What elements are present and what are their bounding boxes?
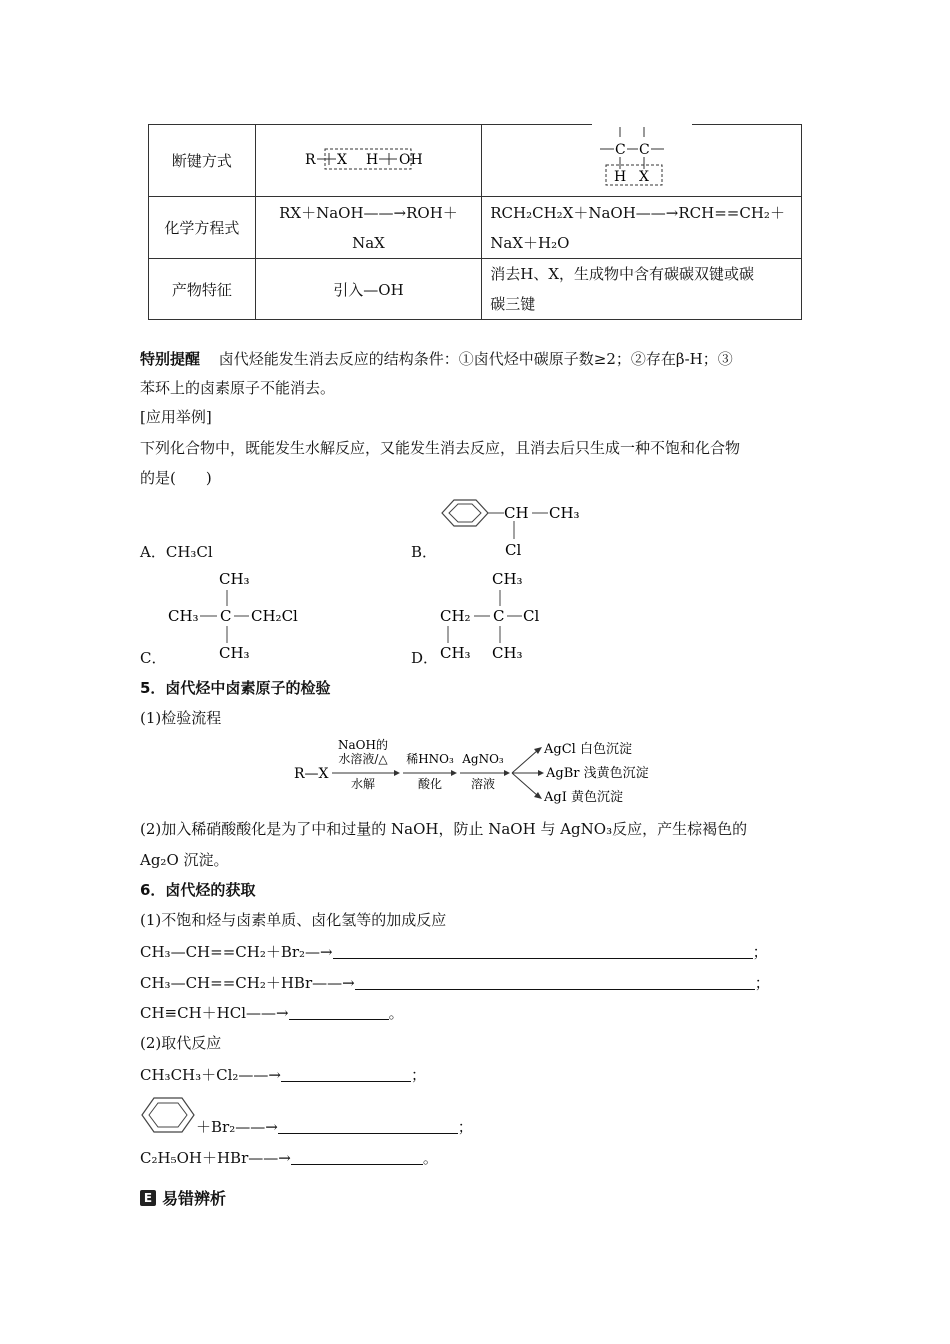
feature-line: 消去H、X，生成物中含有碳碳双键或碳	[490, 265, 755, 283]
atom-cl: Cl	[505, 541, 522, 559]
feature-line: 碳三键	[490, 295, 536, 313]
equation-text: ＋Br₂——→	[196, 1118, 278, 1136]
table-row	[149, 197, 802, 259]
option-c-structure	[164, 566, 314, 666]
benzene-inner-icon	[449, 504, 481, 522]
group-ch: CH	[504, 504, 529, 522]
flow-start: R—X	[294, 766, 329, 782]
equation-text: CH≡CH＋HCl——→	[140, 1004, 289, 1022]
error-analysis-heading	[140, 1186, 226, 1209]
arrow-head-icon	[394, 770, 400, 776]
option-formula: CH₃Cl	[165, 543, 213, 561]
arrow-head-icon	[504, 770, 510, 776]
step2-top: 稀HNO₃	[406, 752, 454, 766]
result-agi: AgI 黄色沉淀	[544, 790, 623, 805]
group-ch3: CH₃	[549, 504, 580, 522]
atom-c2: C	[638, 141, 650, 158]
group-ch2: CH₂	[440, 607, 471, 625]
elimination-equation	[482, 197, 802, 259]
atom-c: C	[493, 607, 505, 625]
equation-end: ；	[411, 1066, 427, 1084]
question-line-2: 的是( )	[140, 469, 212, 487]
question-line-1: 下列化合物中，既能发生水解反应，又能发生消去反应，且消去后只生成一种不饱和化合物	[140, 439, 741, 457]
atom-x: X	[337, 151, 348, 168]
step1-bottom: 水解	[350, 777, 376, 791]
equation-1	[140, 941, 768, 962]
atom-c1: C	[614, 141, 626, 158]
equation-end: ；	[457, 1118, 473, 1136]
atom-cl: Cl	[523, 607, 540, 625]
equation-end: ；	[754, 974, 770, 992]
section-5-sub2-line2: Ag₂O 沉淀。	[140, 851, 229, 869]
section-6-heading: 6．卤代烃的获取	[140, 881, 256, 899]
elimination-product-feature	[482, 259, 802, 320]
option-d-label[interactable]: D．	[411, 649, 439, 667]
option-b-label[interactable]: B．	[411, 543, 438, 561]
row-label: 化学方程式	[149, 197, 256, 259]
group-ch3-top: CH₃	[492, 570, 523, 588]
step3-bottom: 溶液	[470, 777, 496, 791]
border-gap	[592, 123, 692, 129]
group-ch3-bottom: CH₃	[219, 644, 250, 662]
elimination-bond-cleavage	[482, 125, 802, 197]
option-b-structure	[436, 494, 596, 560]
equation-text: CH₃—CH==CH₂＋HBr——→	[140, 974, 355, 992]
e-badge-icon: E	[140, 1190, 156, 1206]
atom-h: H	[366, 151, 379, 168]
tip-line-2: 苯环上的卤素原子不能消去。	[140, 379, 336, 397]
table-row	[149, 125, 802, 197]
table-row	[149, 259, 802, 320]
arrow-head-icon	[538, 770, 544, 776]
equation-end: ；	[752, 943, 768, 961]
atom-c: C	[220, 607, 232, 625]
section-5-sub1: (1)检验流程	[140, 709, 222, 727]
step1-top-2: 水溶液/△	[338, 752, 388, 766]
group-ch3-left: CH₃	[168, 607, 199, 625]
equation-2	[140, 972, 770, 993]
benzene-icon	[140, 1096, 196, 1134]
test-flow-diagram	[290, 736, 670, 808]
equation-4	[140, 1064, 426, 1085]
answer-blank[interactable]	[333, 944, 753, 959]
benzene-inner-icon	[149, 1103, 187, 1127]
branch-arrow	[512, 750, 538, 773]
tip-label: 特别提醒	[140, 350, 201, 368]
example-heading: [应用举例]	[140, 408, 212, 426]
section-6-sub2: (2)取代反应	[140, 1034, 222, 1052]
option-a[interactable]	[140, 541, 213, 562]
step2-bottom: 酸化	[417, 777, 443, 791]
result-agbr: AgBr 浅黄色沉淀	[546, 766, 649, 781]
row-label: 产物特征	[149, 259, 256, 320]
equation-6	[140, 1147, 438, 1168]
answer-blank[interactable]	[291, 1150, 423, 1165]
elimination-bond-diagram	[592, 123, 692, 193]
section-6-sub1: (1)不饱和烃与卤素单质、卤化氢等的加成反应	[140, 911, 447, 929]
answer-blank[interactable]	[278, 1119, 458, 1134]
section-5-sub2-line1: (2)加入稀硝酸酸化是为了中和过量的 NaOH，防止 NaOH 与 AgNO₃反应，产生棕褐色的	[140, 820, 748, 838]
option-label: A．	[140, 543, 166, 561]
hydrolysis-bond-diagram	[303, 141, 433, 177]
group-ch2cl: CH₂Cl	[251, 607, 298, 625]
equation-line: RX＋NaOH——→ROH＋	[279, 203, 458, 222]
answer-blank[interactable]	[281, 1067, 411, 1082]
equation-text: C₂H₅OH＋HBr——→	[140, 1149, 291, 1167]
comparison-table	[148, 124, 802, 320]
equation-text: CH₃CH₃＋Cl₂——→	[140, 1066, 281, 1084]
atom-h: H	[613, 168, 626, 185]
option-c-label[interactable]: C．	[140, 649, 167, 667]
tip-text: 卤代烃能发生消去反应的结构条件：①卤代烃中碳原子数≥2；②存在β-H；③	[218, 350, 733, 368]
hydrolysis-equation	[255, 197, 482, 259]
row-label: 断键方式	[149, 125, 256, 197]
atom-x: X	[638, 168, 649, 185]
tip-line-1	[140, 348, 733, 369]
branch-arrow	[512, 773, 538, 796]
equation-line: RCH₂CH₂X＋NaOH——→RCH==CH₂＋	[490, 203, 785, 222]
arrow-head-icon	[451, 770, 457, 776]
option-d-structure	[436, 566, 576, 666]
group-ch3-bottom-right: CH₃	[492, 644, 523, 662]
section-5-heading: 5．卤代烃中卤素原子的检验	[140, 679, 331, 697]
hydrolysis-bond-cleavage	[255, 125, 482, 197]
equation-line: NaX	[352, 233, 385, 252]
group-oh: OH	[399, 151, 424, 168]
atom-r: R	[305, 151, 317, 168]
equation-5	[196, 1116, 473, 1137]
result-agcl: AgCl 白色沉淀	[544, 742, 632, 757]
answer-blank[interactable]	[289, 1005, 389, 1020]
step1-top-1: NaOH的	[338, 738, 388, 752]
equation-text: CH₃—CH==CH₂＋Br₂—→	[140, 943, 333, 961]
equation-line: NaX＋H₂O	[490, 233, 570, 252]
error-analysis-title: 易错辨析	[162, 1189, 227, 1208]
hydrolysis-product-feature: 引入—OH	[255, 259, 482, 320]
answer-blank[interactable]	[355, 975, 755, 990]
group-ch3-bottom-left: CH₃	[440, 644, 471, 662]
equation-end: 。	[388, 1004, 404, 1022]
equation-end: 。	[422, 1149, 438, 1167]
group-ch3-top: CH₃	[219, 570, 250, 588]
equation-3	[140, 1002, 404, 1023]
step3-top: AgNO₃	[462, 752, 504, 766]
